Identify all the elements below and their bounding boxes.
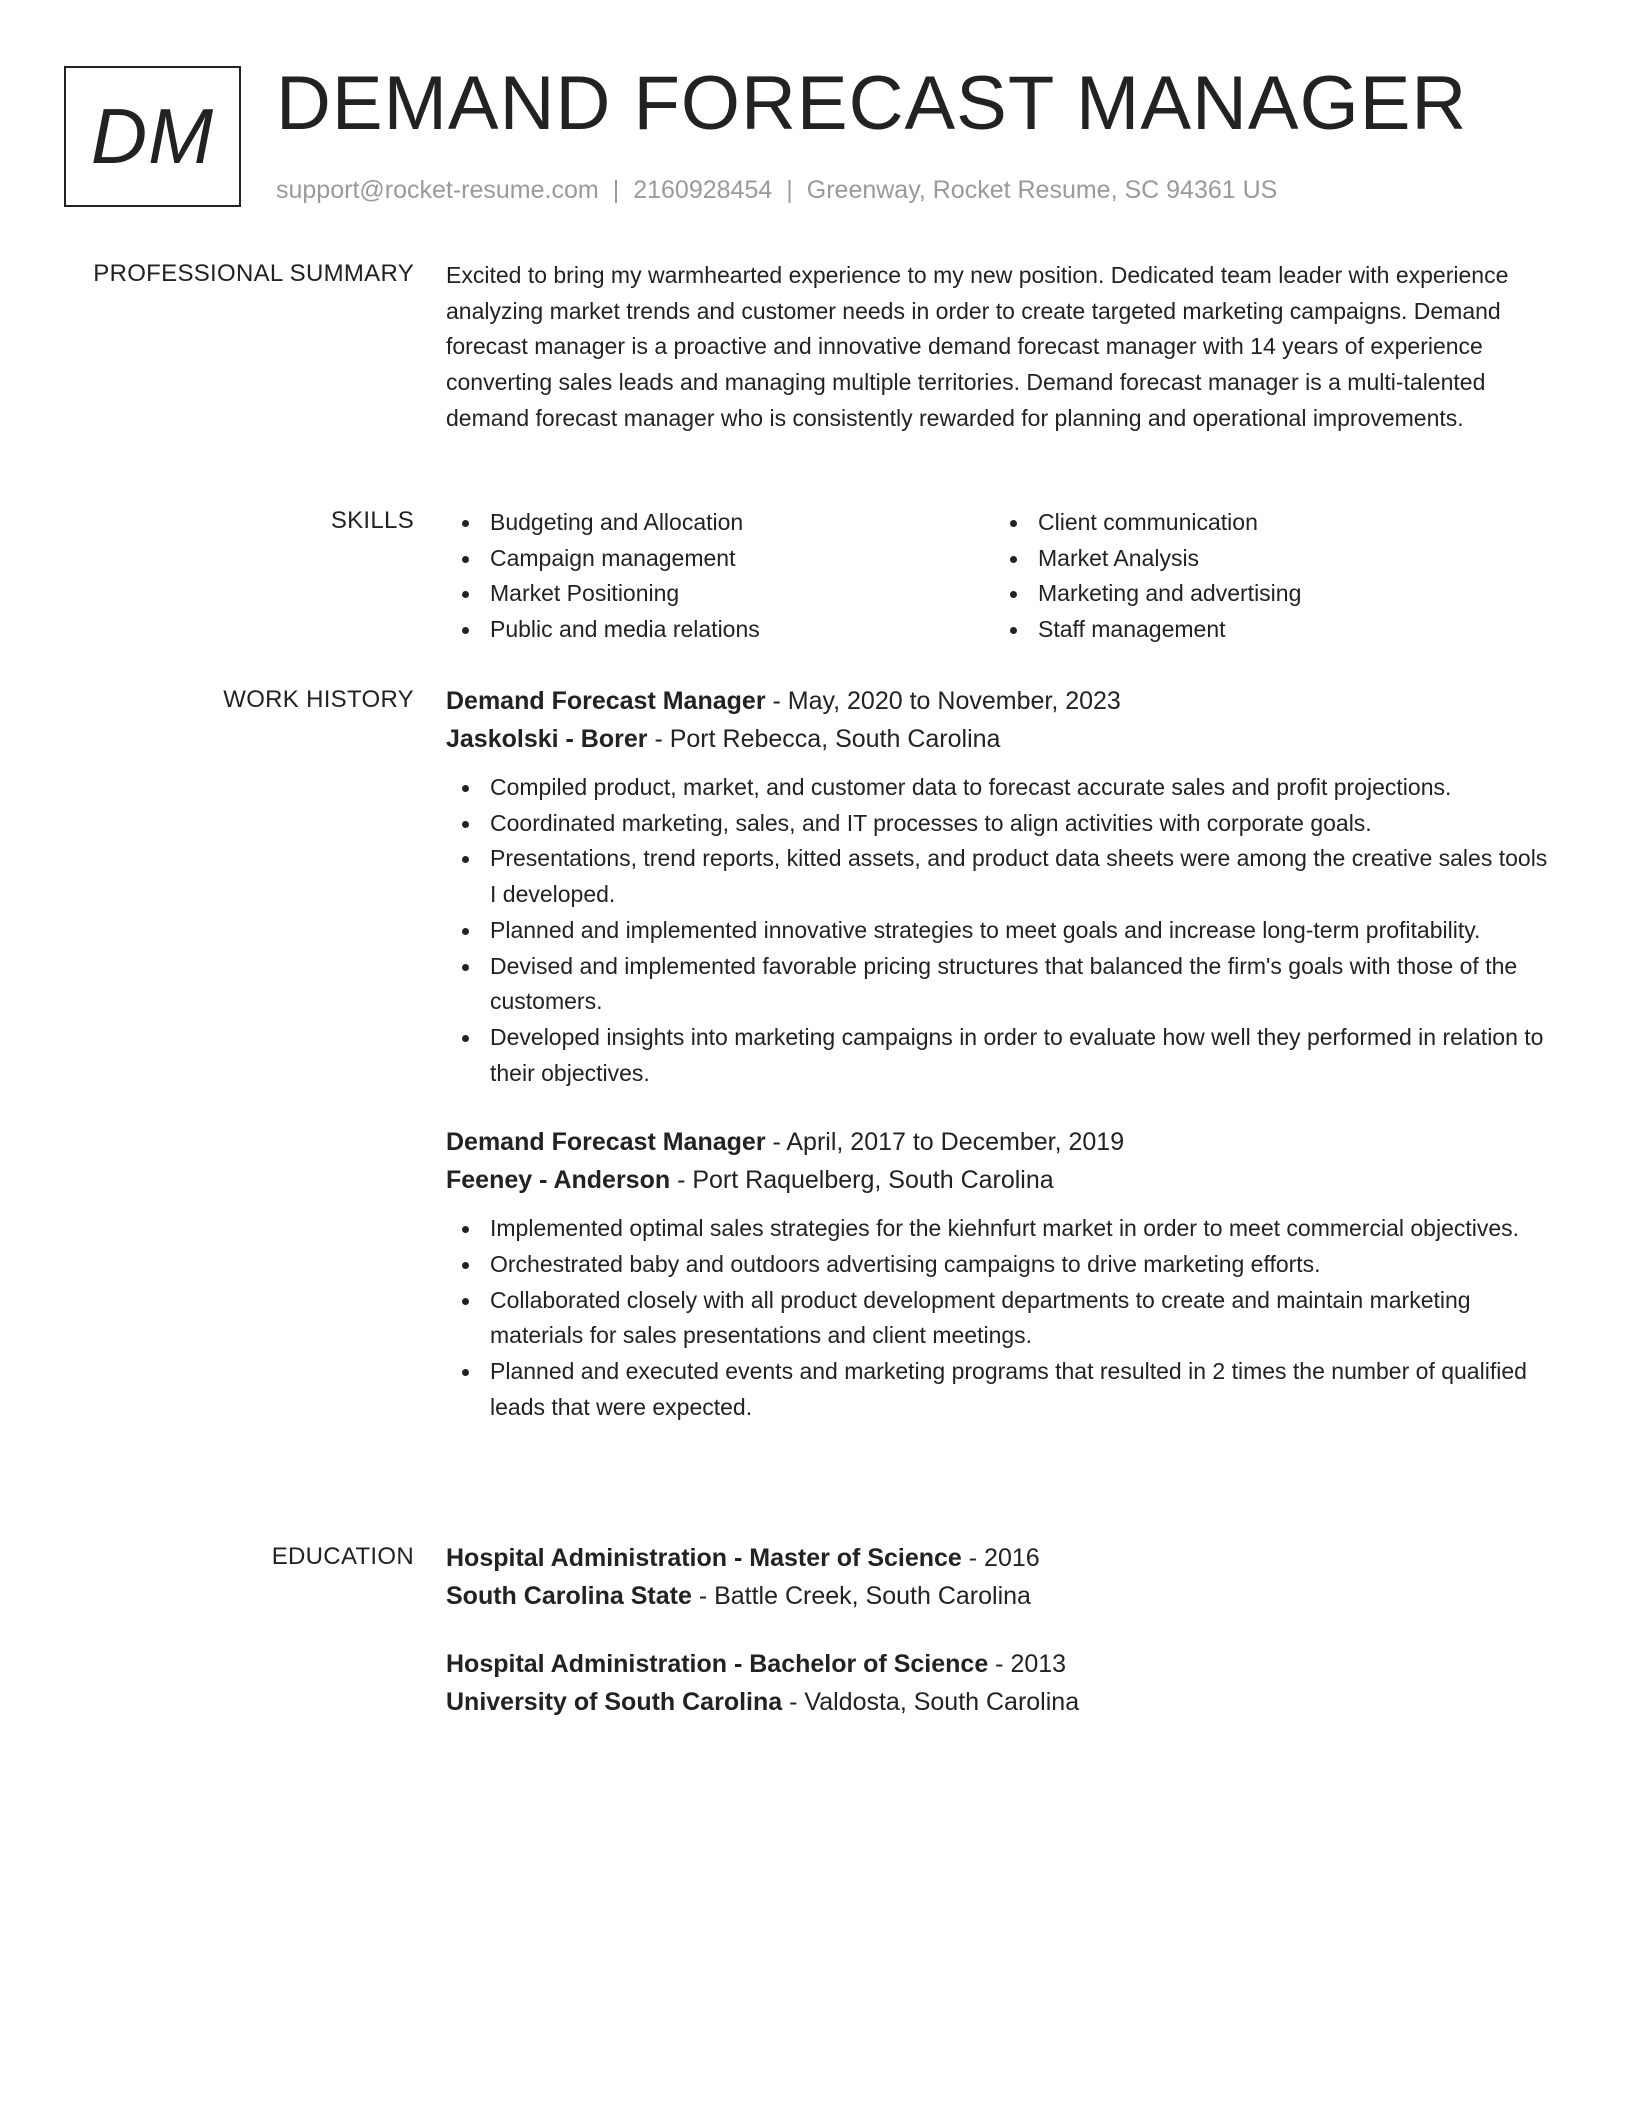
skill-item: Market Positioning — [446, 576, 994, 612]
degree-year: - 2016 — [961, 1544, 1040, 1572]
job-title-line — [446, 682, 1556, 720]
education-entry — [446, 1539, 1556, 1615]
list-item: Planned and implemented innovative strategies to meet goals and increase long-term profitability. — [446, 913, 1556, 949]
work-history-body — [446, 682, 1556, 1458]
job-company: Feeney - Anderson — [446, 1166, 671, 1195]
section-label-summary: PROFESSIONAL SUMMARY — [93, 260, 414, 287]
degree: Hospital Administration - Bachelor of Science — [446, 1650, 989, 1678]
phone-number: 2160928454 — [633, 176, 773, 204]
job-company: Jaskolski - Borer — [446, 725, 648, 753]
job-title: Demand Forecast Manager — [446, 1128, 766, 1157]
job-bullets — [446, 770, 1556, 1091]
skill-item: Market Analysis — [994, 541, 1542, 577]
list-item: Planned and executed events and marketing programs that resulted in 2 times the number of qualified leads that were expected. — [446, 1354, 1556, 1425]
school-location: - Battle Creek, South Carolina — [691, 1582, 1031, 1610]
degree: Hospital Administration - Master of Science — [446, 1544, 962, 1572]
degree-year: - 2013 — [988, 1650, 1067, 1678]
school: South Carolina State — [446, 1582, 692, 1610]
list-item: Developed insights into marketing campaigns in order to evaluate how well they performed in relation to their objectives. — [446, 1020, 1556, 1091]
summary-text: Excited to bring my warmhearted experience to my new position. Dedicated team leader with experience analyzing market trends and customer needs in order to create targeted marketing campaigns. Demand forecast manager is a proactive and innovative demand forecast manager with 14 years of experience converting sales leads and managing multiple territories. Demand forecast manager is a multi-talented demand forecast manager who is consistently rewarded for planning and operational improvements. — [446, 262, 1509, 431]
section-label-education: EDUCATION — [271, 1543, 414, 1570]
section-label-work: WORK HISTORY — [223, 686, 414, 713]
degree-line — [446, 1539, 1556, 1577]
separator: | — [612, 176, 620, 204]
job-location: - Port Rebecca, South Carolina — [647, 725, 1001, 753]
job-company-line — [446, 1161, 1556, 1199]
school-line — [446, 1683, 1556, 1721]
skill-item: Public and media relations — [446, 612, 994, 648]
degree-line — [446, 1645, 1556, 1683]
email-link[interactable]: support@rocket-resume.com — [276, 176, 599, 204]
address: Greenway, Rocket Resume, SC 94361 US — [806, 176, 1278, 204]
job-dates: - April, 2017 to December, 2019 — [765, 1128, 1125, 1157]
school-line — [446, 1577, 1556, 1615]
job-title-line — [446, 1123, 1556, 1161]
summary-body — [446, 258, 1556, 437]
skill-item: Budgeting and Allocation — [446, 505, 994, 541]
skills-body — [446, 505, 1556, 648]
list-item: Collaborated closely with all product development departments to create and maintain marketing materials for sales presentations and client meetings. — [446, 1283, 1556, 1354]
list-item: Compiled product, market, and customer data to forecast accurate sales and profit projections. — [446, 770, 1556, 806]
list-item: Implemented optimal sales strategies for the kiehnfurt market in order to meet commercial objectives. — [446, 1211, 1556, 1247]
contact-line — [276, 174, 1277, 206]
list-item: Devised and implemented favorable pricing structures that balanced the firm's goals with those of the customers. — [446, 949, 1556, 1020]
list-item: Orchestrated baby and outdoors advertising campaigns to drive marketing efforts. — [446, 1247, 1556, 1283]
school: University of South Carolina — [446, 1688, 783, 1716]
job-location: - Port Raquelberg, South Carolina — [670, 1166, 1054, 1195]
skills-column-right — [994, 505, 1542, 648]
job-entry — [446, 1123, 1556, 1425]
list-item: Presentations, trend reports, kitted assets, and product data sheets were among the creative sales tools I developed. — [446, 841, 1556, 912]
skill-item: Client communication — [994, 505, 1542, 541]
monogram: DM — [64, 66, 241, 207]
education-entry — [446, 1645, 1556, 1721]
job-title: Demand Forecast Manager — [446, 687, 766, 715]
page-title: DEMAND FORECAST MANAGER — [276, 61, 1468, 146]
skills-column-left — [446, 505, 994, 648]
job-entry — [446, 682, 1556, 1091]
skill-item: Campaign management — [446, 541, 994, 577]
section-label-skills: SKILLS — [330, 507, 414, 534]
skill-item: Staff management — [994, 612, 1542, 648]
school-location: - Valdosta, South Carolina — [782, 1688, 1080, 1716]
education-body — [446, 1539, 1556, 1751]
job-dates: - May, 2020 to November, 2023 — [765, 687, 1121, 715]
job-bullets — [446, 1211, 1556, 1425]
separator: | — [786, 176, 793, 204]
skill-item: Marketing and advertising — [994, 576, 1542, 612]
list-item: Coordinated marketing, sales, and IT processes to align activities with corporate goals. — [446, 806, 1556, 842]
job-company-line — [446, 720, 1556, 758]
